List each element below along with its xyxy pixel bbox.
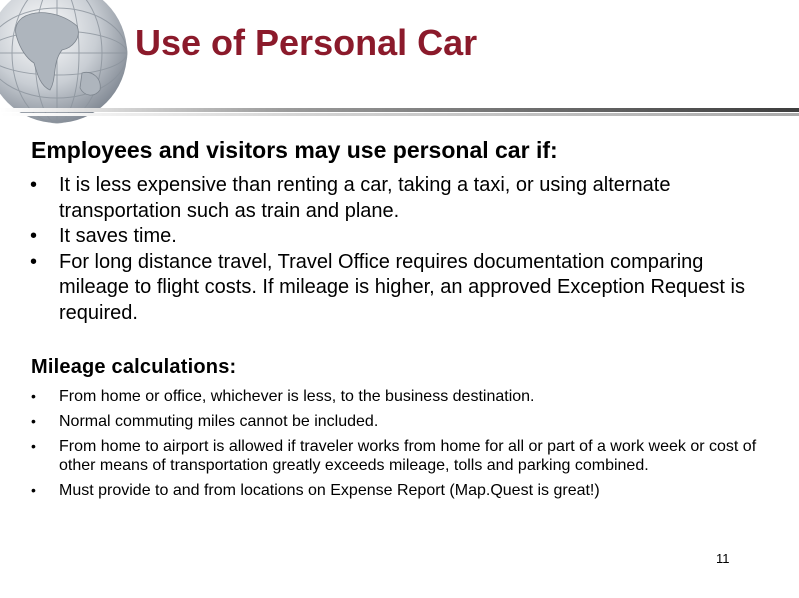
list-item: • Normal commuting miles cannot be included. xyxy=(30,412,770,431)
mileage-list xyxy=(30,387,770,506)
mileage-heading: Mileage calculations: xyxy=(31,356,237,378)
conditions-list xyxy=(30,173,770,326)
section-heading: Employees and visitors may use personal car if: xyxy=(31,137,558,163)
list-item: • From home or office, whichever is less, to the business destination. xyxy=(30,387,770,406)
title-divider xyxy=(0,108,799,118)
list-item: • It is less expensive than renting a car, taking a taxi, or using alternate transportation such as train and plane. xyxy=(30,173,770,224)
list-item: • For long distance travel, Travel Office requires documentation comparing mileage to flight costs. If mileage is higher, an approved Exception Request is required. xyxy=(30,250,770,327)
list-item: • Must provide to and from locations on Expense Report (Map.Quest is great!) xyxy=(30,481,770,500)
list-item: • From home to airport is allowed if traveler works from home for all or part of a work week or cost of other means of transportation greatly exceeds mileage, tolls and parking combined. xyxy=(30,437,770,475)
slide-title: Use of Personal Car xyxy=(135,22,478,63)
page-number: 11 xyxy=(716,551,730,566)
list-item: • It saves time. xyxy=(30,224,770,250)
